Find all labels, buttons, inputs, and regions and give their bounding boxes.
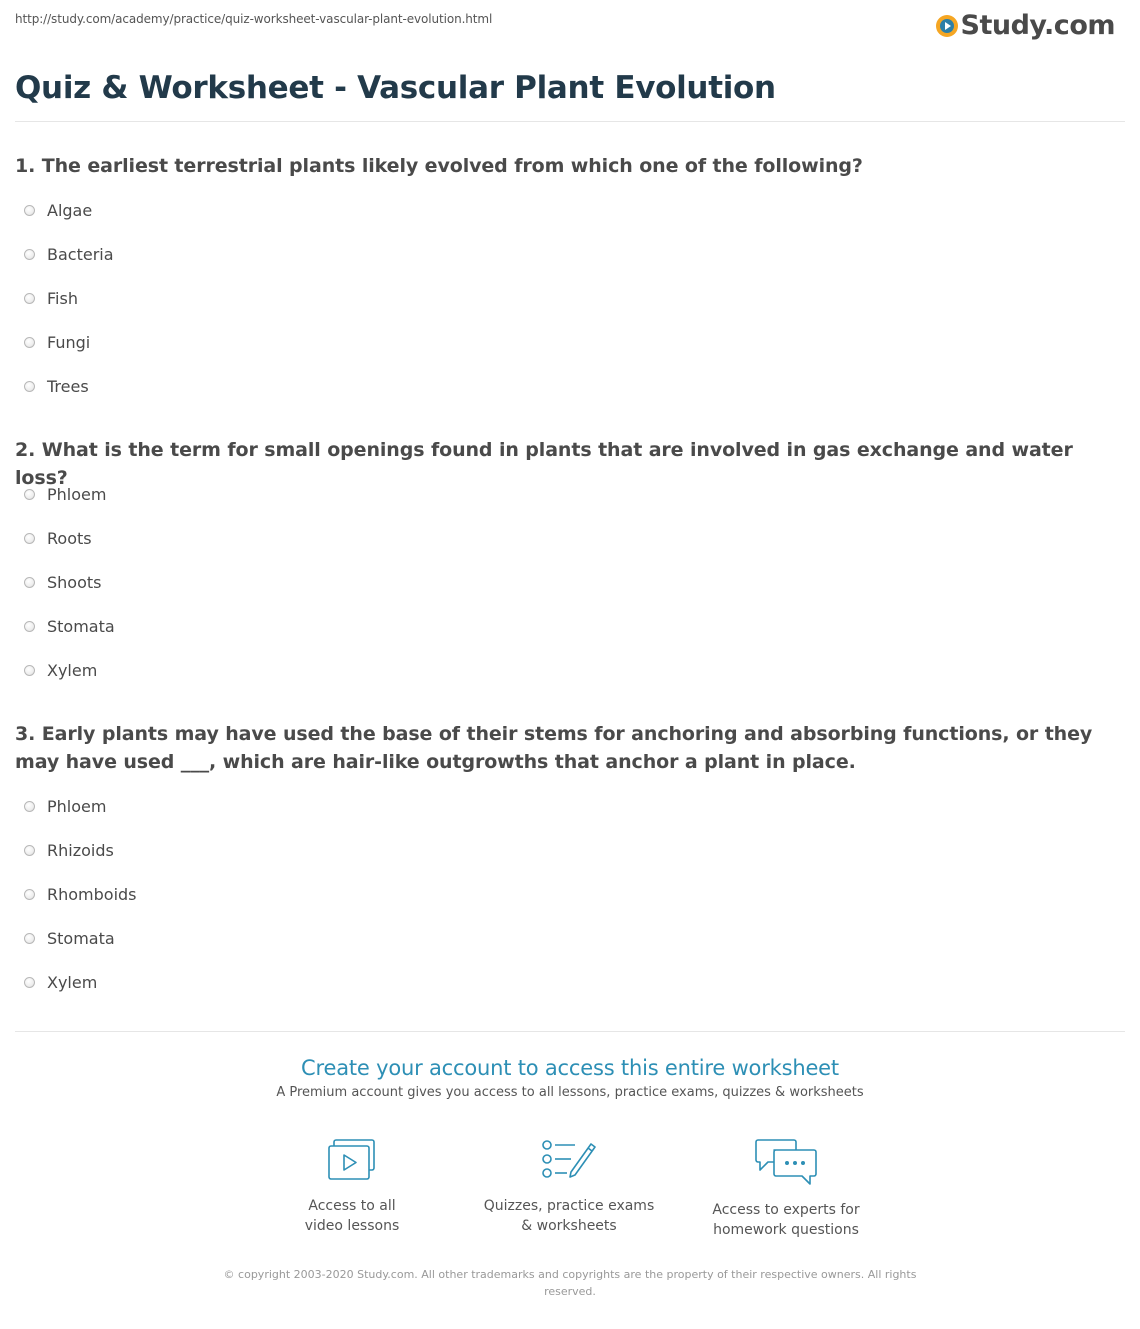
study-logo[interactable] (936, 10, 1115, 41)
answer-option[interactable]: Roots (24, 528, 92, 548)
radio-icon[interactable] (24, 621, 35, 632)
chat-bubbles-icon (754, 1138, 818, 1186)
feature-text: Access to all video lessons (304, 1198, 400, 1234)
section-divider (15, 1031, 1125, 1032)
radio-icon[interactable] (24, 489, 35, 500)
radio-icon[interactable] (24, 889, 35, 900)
quiz-list-icon (541, 1138, 597, 1182)
answer-option[interactable]: Phloem (24, 796, 106, 816)
radio-icon[interactable] (24, 577, 35, 588)
create-account-link[interactable]: Create your account to access this entire worksheet (301, 1056, 839, 1080)
play-logo-icon (936, 15, 958, 37)
radio-icon[interactable] (24, 533, 35, 544)
answer-option[interactable]: Xylem (24, 660, 97, 680)
feature-quizzes (469, 1138, 669, 1236)
answer-option[interactable]: Xylem (24, 972, 97, 992)
radio-icon[interactable] (24, 933, 35, 944)
logo-text: Study.com (960, 10, 1115, 41)
video-lessons-icon (327, 1138, 377, 1182)
radio-icon[interactable] (24, 249, 35, 260)
answer-option[interactable]: Fungi (24, 332, 90, 352)
answer-option[interactable]: Stomata (24, 616, 115, 636)
answer-option[interactable]: Phloem (24, 484, 106, 504)
radio-icon[interactable] (24, 381, 35, 392)
radio-icon[interactable] (24, 293, 35, 304)
answer-option[interactable]: Rhomboids (24, 884, 137, 904)
feature-experts (686, 1138, 886, 1240)
feature-video-lessons (252, 1138, 452, 1236)
question-1: 1. The earliest terrestrial plants likely evolved from which one of the following? (15, 155, 863, 177)
cta-subtitle: A Premium account gives you access to all lessons, practice exams, quizzes & worksheets (276, 1085, 864, 1100)
answer-option[interactable]: Stomata (24, 928, 115, 948)
question-2: 2. What is the term for small openings found in plants that are involved in gas exchange and water loss? (15, 439, 1073, 489)
answer-option[interactable]: Trees (24, 376, 89, 396)
answer-option[interactable]: Rhizoids (24, 840, 114, 860)
radio-icon[interactable] (24, 801, 35, 812)
answer-option[interactable]: Shoots (24, 572, 101, 592)
answer-option[interactable]: Algae (24, 200, 92, 220)
copyright-text: © copyright 2003-2020 Study.com. All other trademarks and copyrights are the property of their respective owners. All rights reserved. (223, 1268, 917, 1298)
radio-icon[interactable] (24, 845, 35, 856)
radio-icon[interactable] (24, 665, 35, 676)
feature-text: Quizzes, practice exams & worksheets (483, 1198, 655, 1234)
title-divider (15, 121, 1125, 122)
radio-icon[interactable] (24, 205, 35, 216)
question-3: 3. Early plants may have used the base of their stems for anchoring and absorbing functions, or they may have used ___, which are hair-like outgrowths that anchor a plant in place. (15, 723, 1093, 773)
radio-icon[interactable] (24, 337, 35, 348)
top-bar (15, 12, 1125, 42)
answer-option[interactable]: Bacteria (24, 244, 114, 264)
feature-text: Access to experts for homework questions (712, 1202, 860, 1238)
radio-icon[interactable] (24, 977, 35, 988)
page-url: http://study.com/academy/practice/quiz-worksheet-vascular-plant-evolution.html (15, 12, 493, 26)
page-title: Quiz & Worksheet - Vascular Plant Evolution (15, 70, 776, 106)
answer-option[interactable]: Fish (24, 288, 78, 308)
